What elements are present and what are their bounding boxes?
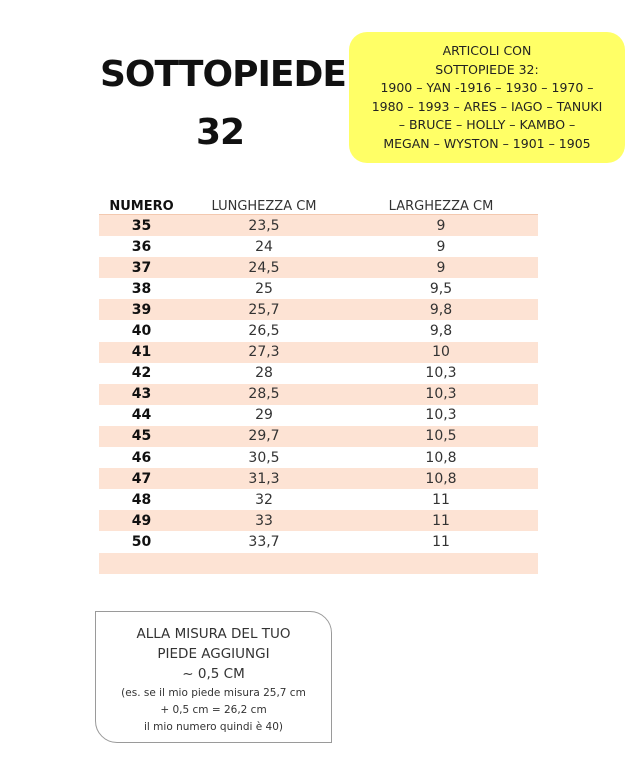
cell-larghezza: 9,8 (344, 320, 538, 341)
cell-numero: 40 (99, 320, 184, 341)
title-line-2: 32 (195, 112, 245, 153)
table-body (99, 215, 538, 574)
tip-example-line: il mio numero quindi è 40) (144, 721, 283, 733)
table-header-row (99, 192, 538, 215)
table-row (99, 531, 538, 552)
cell-larghezza: 10,3 (344, 405, 538, 426)
tip-example-text (96, 685, 331, 736)
articles-info-box (349, 32, 625, 163)
table-row (99, 342, 538, 363)
cell-numero: 36 (99, 236, 184, 257)
table-row (99, 299, 538, 320)
cell-numero: 35 (99, 215, 184, 237)
table-row (99, 426, 538, 447)
cell-lunghezza: 23,5 (184, 215, 344, 237)
cell-lunghezza: 29,7 (184, 426, 344, 447)
cell-larghezza: 10,5 (344, 426, 538, 447)
articles-line: 1900 – YAN -1916 – 1930 – 1970 – (380, 80, 594, 95)
tip-line: ~ 0,5 CM (182, 666, 245, 682)
size-table (99, 192, 538, 574)
cell-larghezza: 9 (344, 236, 538, 257)
cell-larghezza: 10,8 (344, 468, 538, 489)
header-numero: NUMERO (99, 192, 184, 215)
cell-larghezza: 10,3 (344, 363, 538, 384)
cell-numero: 39 (99, 299, 184, 320)
table-row (99, 405, 538, 426)
cell-lunghezza: 32 (184, 489, 344, 510)
cell-larghezza: 9 (344, 257, 538, 278)
cell-numero: 44 (99, 405, 184, 426)
cell-lunghezza: 33 (184, 510, 344, 531)
tip-example-line: (es. se il mio piede misura 25,7 cm (121, 687, 306, 699)
page-title (100, 46, 346, 162)
table-row-empty (99, 553, 538, 574)
table-row (99, 257, 538, 278)
table-row (99, 447, 538, 468)
cell-larghezza: 9,8 (344, 299, 538, 320)
table-row (99, 384, 538, 405)
cell-larghezza: 9,5 (344, 278, 538, 299)
cell-numero: 42 (99, 363, 184, 384)
cell-lunghezza: 25 (184, 278, 344, 299)
cell-numero: 48 (99, 489, 184, 510)
cell-larghezza: 11 (344, 489, 538, 510)
cell-numero: 49 (99, 510, 184, 531)
cell-lunghezza: 24,5 (184, 257, 344, 278)
cell-larghezza: 11 (344, 531, 538, 552)
table-row (99, 215, 538, 237)
header-lunghezza: LUNGHEZZA CM (184, 192, 344, 215)
cell-lunghezza: 26,5 (184, 320, 344, 341)
empty-cell (184, 553, 344, 574)
cell-larghezza: 11 (344, 510, 538, 531)
cell-larghezza: 9 (344, 215, 538, 237)
articles-line: – BRUCE – HOLLY – KAMBO – (398, 117, 576, 132)
tip-example-line: + 0,5 cm = 26,2 cm (160, 704, 267, 716)
tip-line: ALLA MISURA DEL TUO (136, 626, 291, 642)
table-row (99, 278, 538, 299)
cell-lunghezza: 31,3 (184, 468, 344, 489)
tip-line: PIEDE AGGIUNGI (157, 646, 270, 662)
table-row (99, 468, 538, 489)
articles-line: MEGAN – WYSTON – 1901 – 1905 (383, 135, 591, 151)
cell-lunghezza: 29 (184, 405, 344, 426)
cell-numero: 46 (99, 447, 184, 468)
cell-lunghezza: 30,5 (184, 447, 344, 468)
title-line-1: SOTTOPIEDE (100, 54, 346, 95)
cell-numero: 47 (99, 468, 184, 489)
empty-cell (344, 553, 538, 574)
empty-cell (99, 553, 184, 574)
cell-lunghezza: 27,3 (184, 342, 344, 363)
sizing-tip-box (95, 611, 332, 743)
header-larghezza: LARGHEZZA CM (344, 192, 538, 215)
table-row (99, 510, 538, 531)
cell-larghezza: 10,3 (344, 384, 538, 405)
articles-line: SOTTOPIEDE 32: (435, 61, 539, 77)
table-row (99, 236, 538, 257)
articles-line: ARTICOLI CON (442, 43, 532, 58)
cell-numero: 50 (99, 531, 184, 552)
cell-numero: 43 (99, 384, 184, 405)
cell-lunghezza: 24 (184, 236, 344, 257)
cell-numero: 41 (99, 342, 184, 363)
cell-larghezza: 10,8 (344, 447, 538, 468)
table-row (99, 320, 538, 341)
cell-numero: 37 (99, 257, 184, 278)
articles-line: 1980 – 1993 – ARES – IAGO – TANUKI (371, 98, 603, 114)
tip-main-text (96, 624, 331, 684)
table-row (99, 489, 538, 510)
cell-lunghezza: 28,5 (184, 384, 344, 405)
cell-larghezza: 10 (344, 342, 538, 363)
table-row (99, 363, 538, 384)
cell-numero: 45 (99, 426, 184, 447)
cell-lunghezza: 33,7 (184, 531, 344, 552)
cell-numero: 38 (99, 278, 184, 299)
cell-lunghezza: 25,7 (184, 299, 344, 320)
cell-lunghezza: 28 (184, 363, 344, 384)
